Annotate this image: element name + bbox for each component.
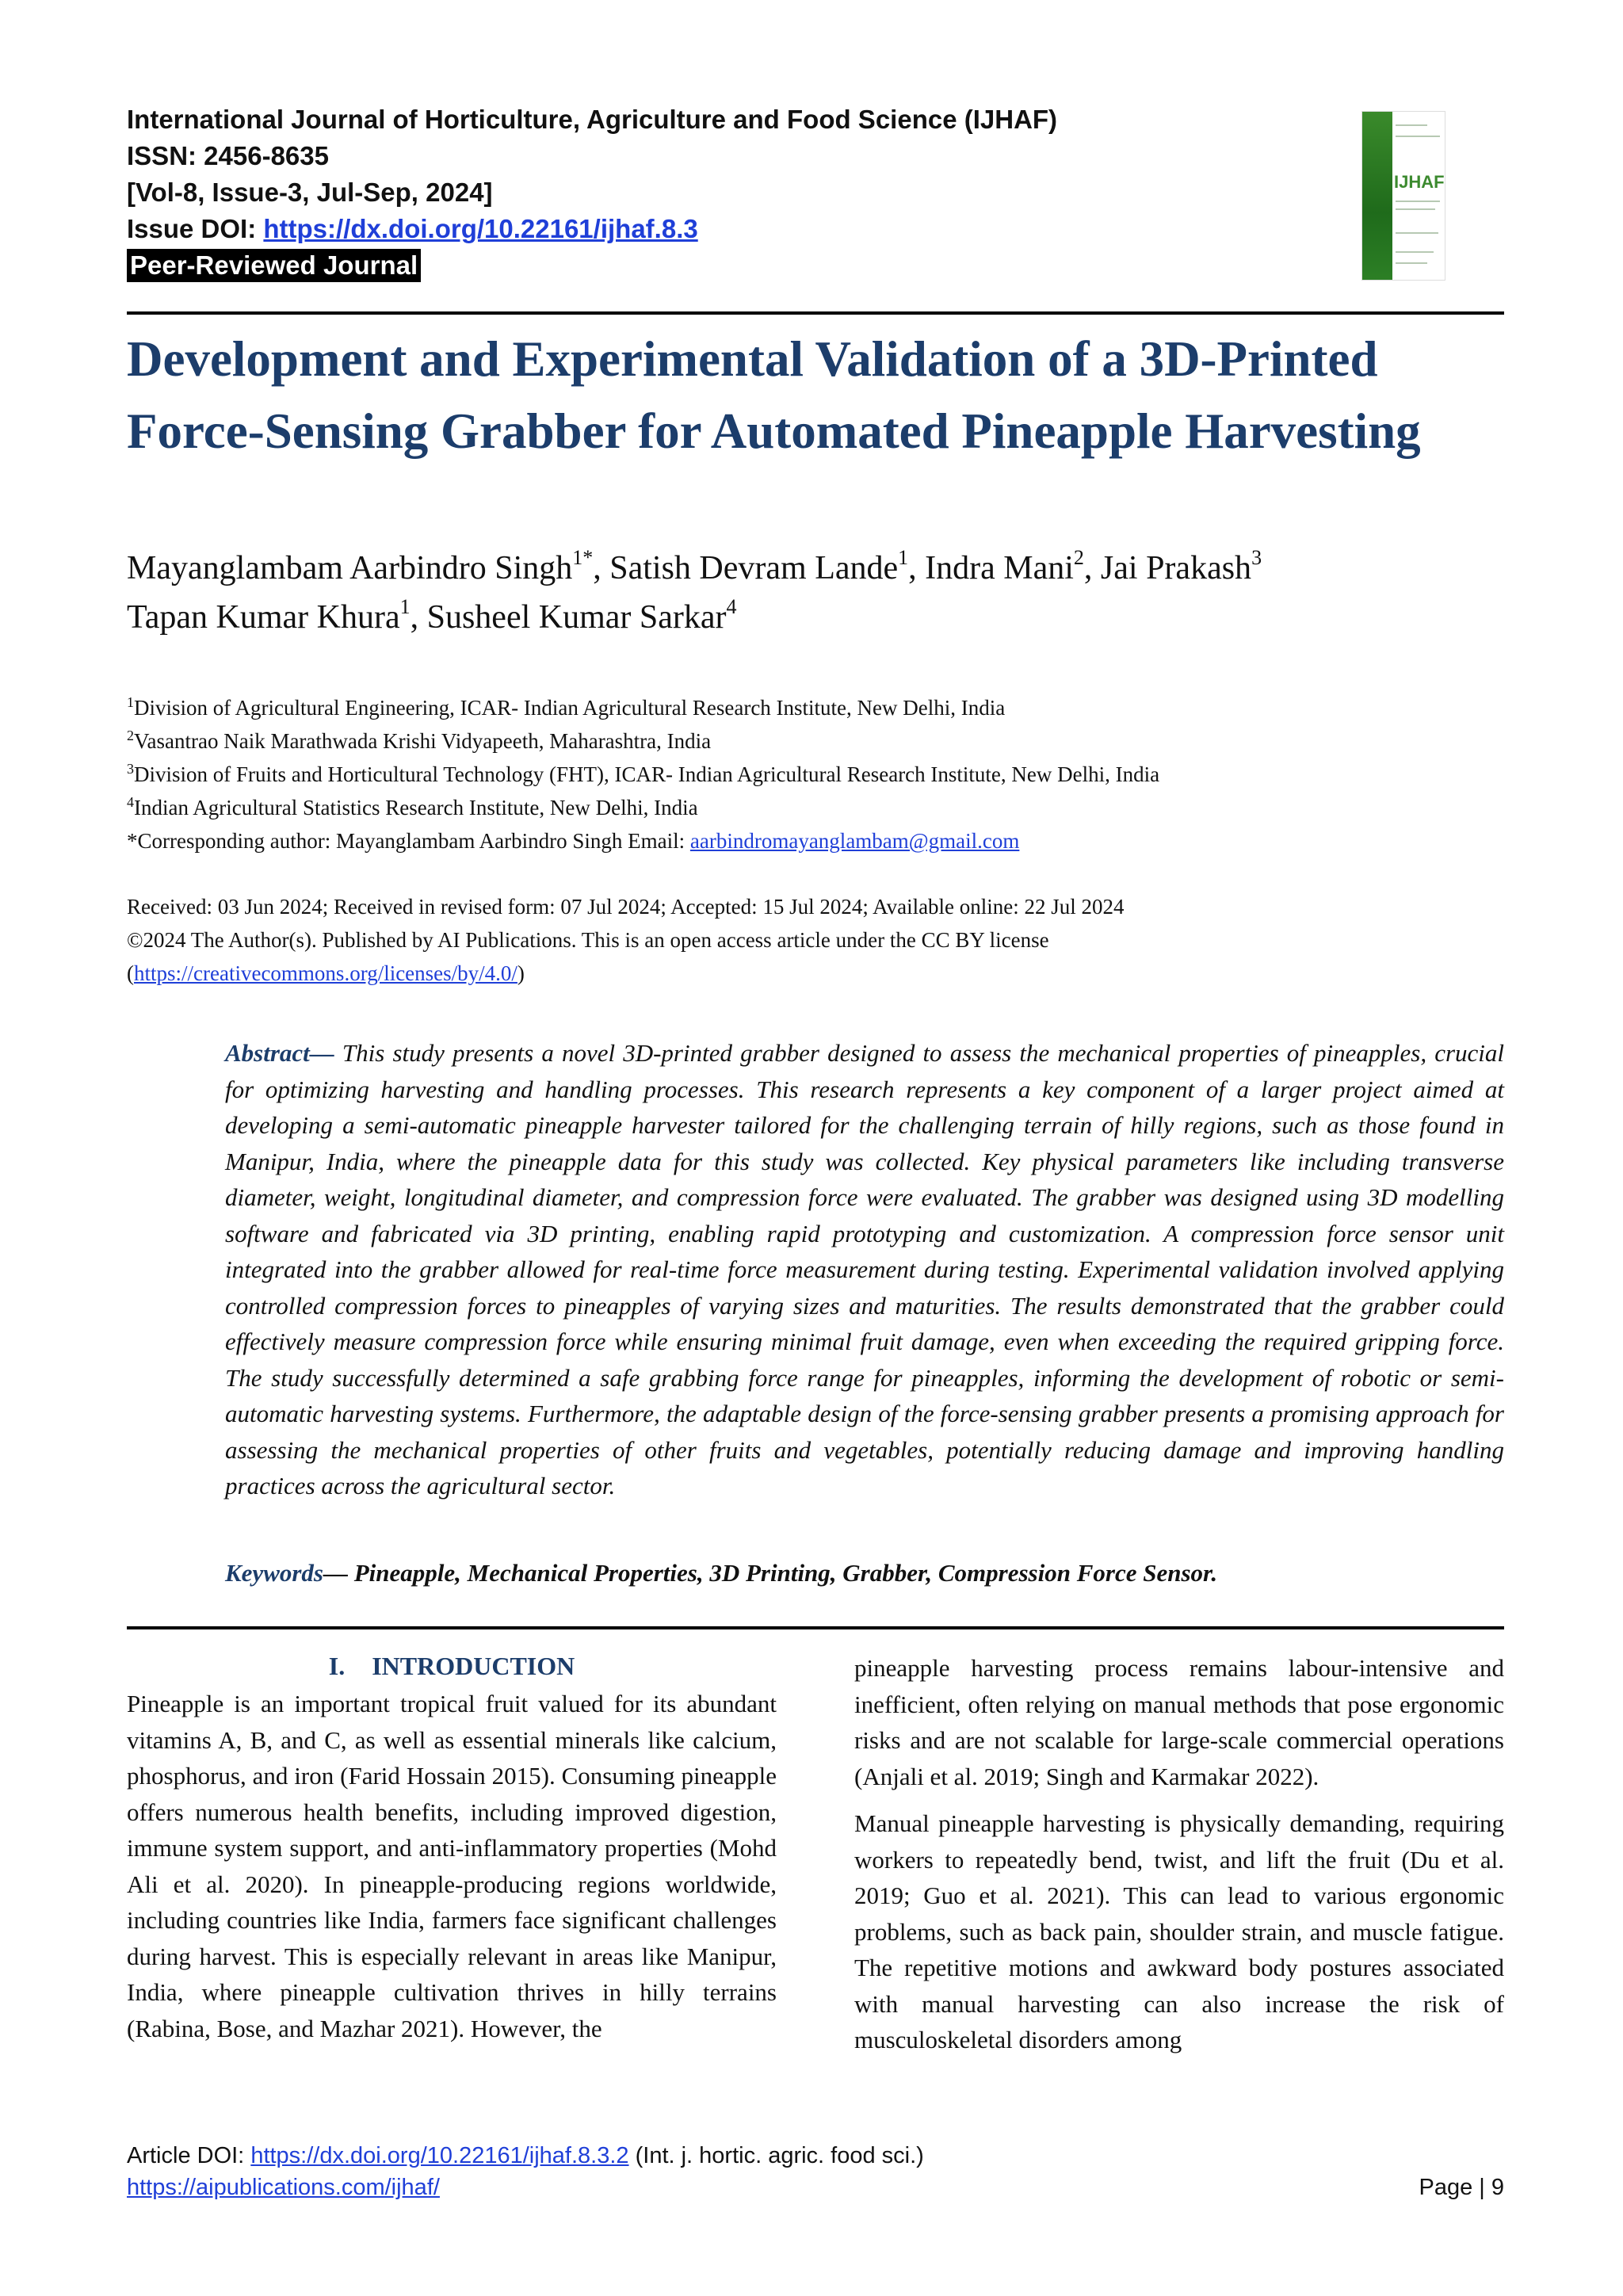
paragraph: Manual pineapple harvesting is physically demanding, requiring workers to repeatedly bend, twist, and lift the fruit (Du et al. 2019; Guo et al. 2021). This can lead to various ergonomic problems, such as back pain, shoulder strain, and muscle fatigue. The repetitive motions and awkward body postures associated with manual harvesting can also increase the risk of musculoskeletal disorders among (854, 1809, 1504, 2053)
affiliations (127, 691, 1522, 858)
left-column (127, 1686, 777, 2046)
peer-reviewed-badge: Peer-Reviewed Journal (127, 249, 421, 282)
issue-doi-link[interactable]: https://dx.doi.org/10.22161/ijhaf.8.3 (263, 214, 698, 243)
journal-volume: [Vol-8, Issue-3, Jul-Sep, 2024] (127, 178, 493, 207)
keywords (225, 1555, 1504, 1591)
abstract-label: Abstract— (225, 1039, 334, 1067)
paragraph: pineapple harvesting process remains labour-intensive and inefficient, often relying on manual methods that pose ergonomic risks and are not scalable for large-scale commercial operations (Anjali et al. 2019; Singh and Karmakar 2022). (854, 1654, 1504, 1790)
affiliation-item: $^1$Division of Agricultural Engineering, ICAR- Indian Agricultural Research Institute, New Delhi, India (127, 694, 1006, 720)
right-column (854, 1650, 1504, 2058)
abstract (225, 1035, 1504, 1504)
author-line-1: Mayanglambam Aarbindro Singh$^{1*}$, Satish Devram Lande$^1$, Indra Mani$^2$, Jai Prakash$^3$ (127, 546, 1262, 586)
article-dates (127, 890, 1522, 990)
license-line: ©2024 The Author(s). Published by AI Publications. This is an open access article under the CC BY license (127, 928, 1049, 952)
affiliation-item: $^2$Vasantrao Naik Marathwada Krishi Vidyapeeth, Maharashtra, India (127, 728, 712, 753)
journal-site-link[interactable]: https://aipublications.com/ijhaf/ (127, 2175, 440, 2200)
keywords-text: — Pineapple, Mechanical Properties, 3D Printing, Grabber, Compression Force Sensor. (323, 1559, 1218, 1587)
article-doi-link[interactable]: https://dx.doi.org/10.22161/ijhaf.8.3.2 (250, 2143, 629, 2168)
license-link-line: (https://creativecommons.org/licenses/by/4.0/) (127, 961, 525, 985)
page-footer (127, 2140, 1504, 2203)
keywords-label: Keywords (225, 1559, 323, 1587)
license-link[interactable]: https://creativecommons.org/licenses/by/4.0/ (134, 961, 517, 985)
paragraph: Pineapple is an important tropical fruit valued for its abundant vitamins A, B, and C, as well as essential minerals like calcium, phosphorus, and iron (Farid Hossain 2015). Consuming pineapple offers numerous health benefits, including improved digestion, immune system support, and anti-inflammatory properties (Mohd Ali et al. 2020). In pineapple-producing regions worldwide, including countries like India, farmers face significant challenges during harvest. This is especially relevant in areas like Manipur, India, where pineapple cultivation thrives in hilly terrains (Rabina, Bose, and Mazhar 2021). However, the (127, 1690, 777, 2042)
dates-line: Received: 03 Jun 2024; Received in revised form: 07 Jul 2024; Accepted: 15 Jul 2024; Available online: 22 Jul 2024 (127, 895, 1125, 919)
journal-cover-thumbnail (1361, 111, 1445, 281)
journal-issn: ISSN: 2456-8635 (127, 141, 329, 170)
journal-name: International Journal of Horticulture, Agriculture and Food Science (IJHAF) (127, 105, 1058, 134)
journal-header (127, 101, 1316, 284)
issue-doi (127, 211, 1316, 247)
issue-doi-label: Issue DOI: (127, 214, 264, 243)
corresponding-author: *Corresponding author: Mayanglambam Aarbindro Singh Email: aarbindromayanglambam@gmail.com (127, 829, 1020, 853)
email-link[interactable]: aarbindromayanglambam@gmail.com (689, 829, 1020, 853)
affiliation-item: $^3$Division of Fruits and Horticultural Technology (FHT), ICAR- Indian Agricultural Research Institute, New Delhi, India (127, 761, 1160, 786)
author-line-2: Tapan Kumar Khura$^1$, Susheel Kumar Sarkar$^4$ (127, 595, 737, 636)
header-rule (127, 311, 1504, 315)
article-title: Development and Experimental Validation of a 3D-Printed Force-Sensing Grabber for Automated Pineapple Harvesting (127, 331, 1421, 459)
page-number: Page | 9 (1419, 2175, 1504, 2200)
author-list (127, 544, 1522, 642)
article-doi: Article DOI: https://dx.doi.org/10.22161/ijhaf.8.3.2 (Int. j. hortic. agric. food sci.) (127, 2143, 924, 2168)
affiliation-item: $^4$Indian Agricultural Statistics Research Institute, New Delhi, India (127, 794, 698, 819)
cover-title: IJHAF (1394, 172, 1445, 192)
intro-section (127, 1648, 777, 1684)
section-heading: I. INTRODUCTION (328, 1652, 575, 1680)
abstract-text: This study presents a novel 3D-printed grabber designed to assess the mechanical properties of pineapples, crucial for optimizing harvesting and handling processes. This research represents a key component of a larger project aimed at developing a semi-automatic pineapple harvester tailored for the challenging terrain of hilly regions, such as those found in Manipur, India, where the pineapple data for this study was collected. Key physical parameters like including transverse diameter, weight, longitudinal diameter, and compression force were evaluated. The grabber was designed using 3D modelling software and fabricated via 3D printing, enabling rapid prototyping and customization. A compression force sensor unit integrated into the grabber allowed for real-time force measurement during testing. Experimental validation involved applying controlled compression forces to pineapples of varying sizes and maturities. The results demonstrated that the grabber could effectively measure compression force while ensuring minimal fruit damage, even when exceeding the required gripping force. The study successfully determined a safe grabbing force range for pineapples, informing the development of robotic or semi-automatic harvesting systems. Furthermore, the adaptable design of the force-sensing grabber presents a promising approach for assessing the mechanical properties of other fruits and vegetables, potentially reducing damage and improving handling practices across the agricultural sector. (225, 1039, 1504, 1499)
cover-green-strip (1362, 112, 1392, 280)
abstract-rule (127, 1626, 1504, 1629)
